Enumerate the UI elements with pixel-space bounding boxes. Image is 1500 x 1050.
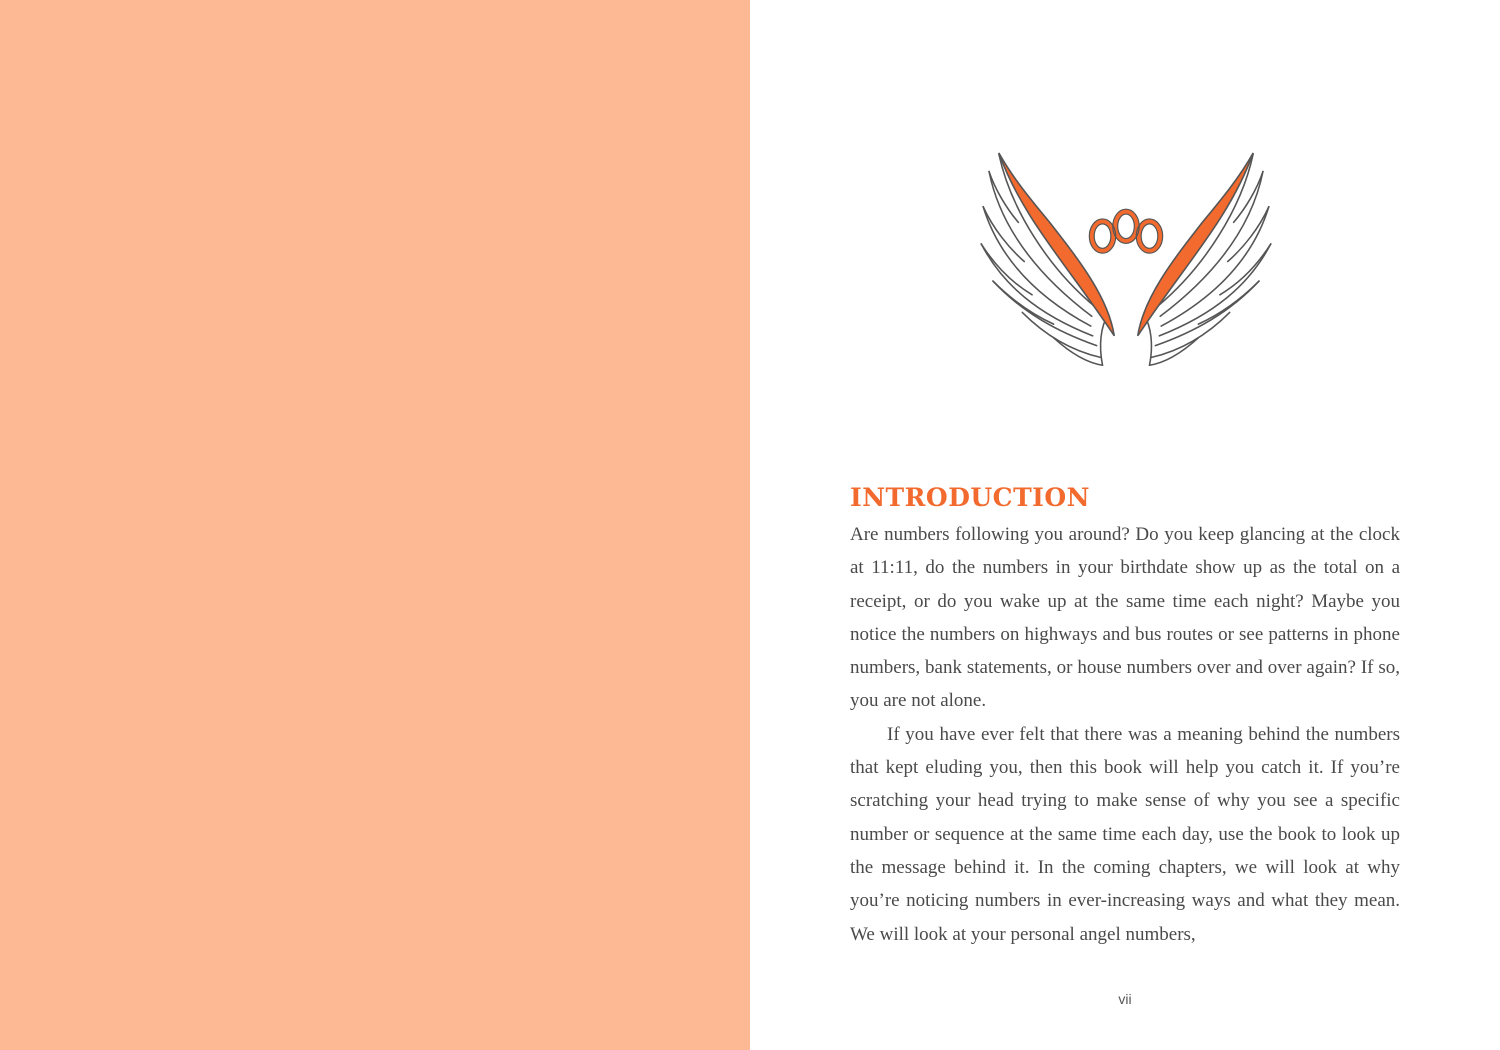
paragraph: Are numbers following you around? Do you keep glancing at the clock at 11:11, do the numbers in your birthdate show up as the total on a receipt, or do you wake up at the same time each night? Maybe you notice the numbers on highways and bus routes or see patterns in phone numbers, bank statements, or house numbers over and over again? If so, you are not alone. — [850, 524, 1400, 712]
body-text — [850, 518, 1400, 951]
paragraph: If you have ever felt that there was a meaning behind the numbers that kept eluding you, then this book will help you catch it. If you’re scratching your head trying to make sense of why you see a specific number or sequence at the same time each day, use the book to look up the message behind it. In the coming chapters, we will look at why you’re noticing numbers in ever-increasing ways and what they mean. We will look at your personal angel numbers, — [850, 723, 1400, 945]
page-number: vii — [1118, 991, 1132, 1007]
chapter-title: INTRODUCTION — [850, 483, 1091, 512]
right-page — [750, 0, 1500, 1050]
angel-wings-icon — [978, 150, 1274, 375]
